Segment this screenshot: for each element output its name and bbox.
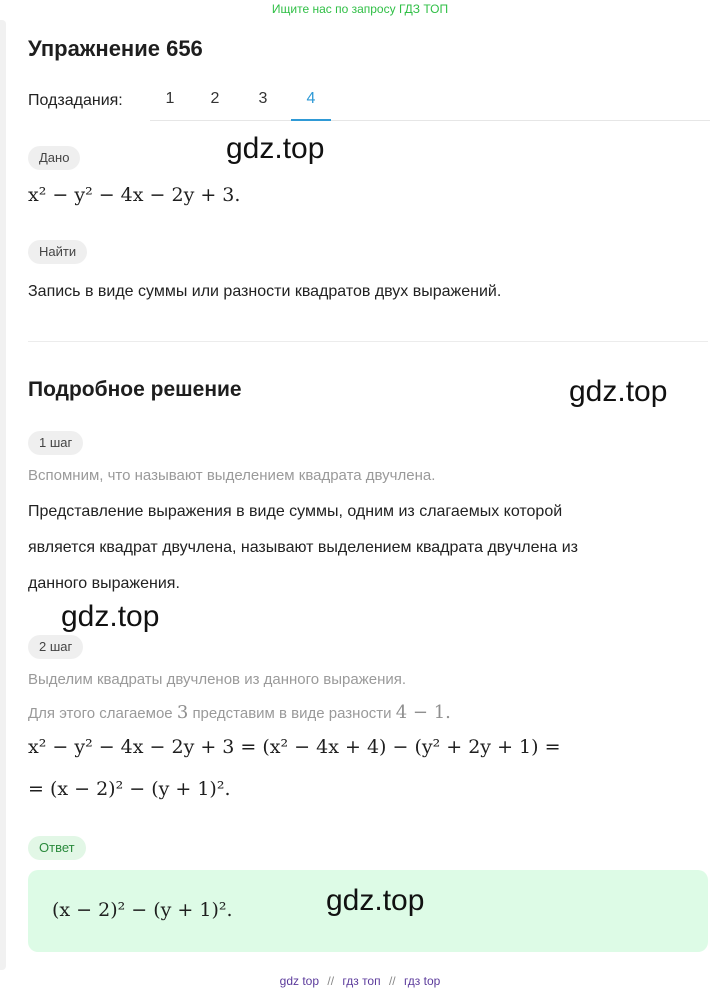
tab-subtask-3[interactable]: 3 xyxy=(258,90,268,107)
step2-hint2-expression: 4 − 1. xyxy=(395,702,451,723)
find-badge: Найти xyxy=(28,240,87,264)
watermark-3: gdz.top xyxy=(61,600,160,633)
solution-title: Подробное решение xyxy=(28,378,242,401)
watermark-4: gdz.top xyxy=(326,884,425,917)
footer-separator-2: // xyxy=(388,974,396,988)
step2-hint1: Выделим квадраты двучленов из данного выражения. xyxy=(28,671,407,688)
step2-equation-line2: = (x − 2)² − (y + 1)². xyxy=(28,778,231,800)
step1-badge: 1 шаг xyxy=(28,431,83,455)
step1-text-line1: Представление выражения в виде суммы, одним из слагаемых которой xyxy=(28,503,563,520)
watermark-1: gdz.top xyxy=(226,132,325,165)
tab-subtask-2[interactable]: 2 xyxy=(210,90,220,107)
step2-hint2 xyxy=(28,702,451,723)
footer-link-1[interactable]: gdz top xyxy=(279,974,320,988)
step1-hint: Вспомним, что называют выделением квадрата двучлена. xyxy=(28,467,436,484)
step2-equation-line1: x² − y² − 4x − 2y + 3 = (x² − 4x + 4) − (y² + 2y + 1) = xyxy=(28,736,561,758)
step2-hint2-middle: представим в виде разности xyxy=(192,705,392,722)
find-text: Запись в виде суммы или разности квадратов двух выражений. xyxy=(28,283,502,300)
subtasks-label: Подзадания: xyxy=(28,92,123,109)
step1-text-line3: данного выражения. xyxy=(28,575,180,592)
given-badge: Дано xyxy=(28,146,80,170)
top-banner-link[interactable]: Ищите нас по запросу ГДЗ ТОП xyxy=(271,2,449,16)
footer-links xyxy=(0,974,720,988)
footer-separator-1: // xyxy=(327,974,335,988)
answer-badge: Ответ xyxy=(28,836,86,860)
step2-badge: 2 шаг xyxy=(28,635,83,659)
step2-hint2-prefix: Для этого слагаемое xyxy=(28,705,173,722)
footer-link-3[interactable]: гдз top xyxy=(403,974,441,988)
step1-text-line2: является квадрат двучлена, называют выделением квадрата двучлена из xyxy=(28,539,578,556)
answer-expression: (x − 2)² − (y + 1)². xyxy=(52,899,233,921)
section-divider xyxy=(28,341,708,342)
given-expression: x² − y² − 4x − 2y + 3. xyxy=(28,184,241,206)
step2-hint2-number: 3 xyxy=(176,702,189,723)
subtask-tabs xyxy=(150,82,710,121)
footer-link-2[interactable]: гдз топ xyxy=(342,974,381,988)
watermark-2: gdz.top xyxy=(569,375,668,408)
page-title: Упражнение 656 xyxy=(28,36,203,61)
left-edge-bar xyxy=(0,20,6,970)
tab-subtask-4[interactable]: 4 xyxy=(291,90,331,121)
tab-subtask-1[interactable]: 1 xyxy=(165,90,175,107)
